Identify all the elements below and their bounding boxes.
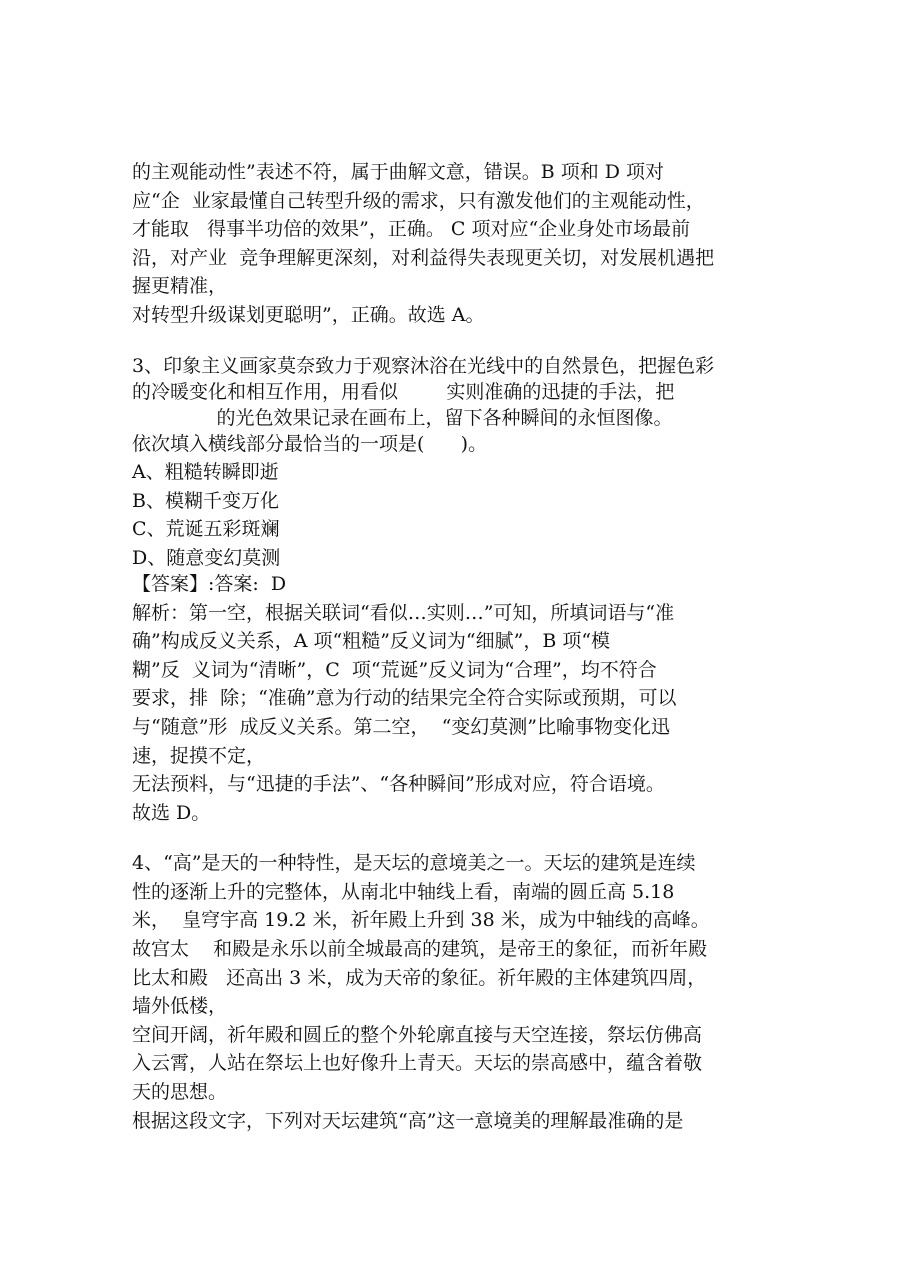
text-line: 对转型升级谋划更聪明”，正确。故选 A。 — [132, 303, 485, 326]
text-line: 无法预料，与“迅捷的手法”、“各种瞬间”形成对应，符合语境。 — [132, 773, 665, 796]
analysis — [132, 599, 772, 828]
question-4 — [132, 849, 772, 1135]
text-line: 比太和殿 还高出 3 米，成为天帝的象征。祈年殿的主体建筑四周， — [132, 966, 707, 989]
text-line: 沿，对产业 竞争理解更深刻，对利益得失表现更关切，对发展机遇把 — [132, 246, 715, 269]
question-options — [132, 458, 772, 570]
text-line: 握更精准， — [132, 275, 228, 298]
text-line: 故选 D。 — [132, 801, 211, 824]
question-stem — [132, 352, 772, 459]
text-line: 才能取 得事半功倍的效果”，正确。 C 项对应“企业身处市场最前 — [132, 218, 691, 241]
text-line: 要求，排 除；“准确”意为行动的结果完全符合实际或预期，可以 — [132, 687, 677, 710]
text-line: 糊”反 义词为“清晰”，C 项“荒诞”反义词为“合理”，均不符合 — [132, 658, 657, 681]
option-b: B、模糊千变万化 — [132, 489, 279, 512]
text-line: 解析：第一空，根据关联词“看似…实则…”可知，所填词语与“准 — [132, 601, 675, 624]
text-line: 速，捉摸不定， — [132, 744, 266, 767]
question-3 — [132, 352, 772, 828]
text-line: 4、“高”是天的一种特性，是天坛的意境美之一。天坛的建筑是连续 — [132, 852, 696, 875]
text-line: 确”构成反义关系，A 项“粗糙”反义词为“细腻”，B 项“模 — [132, 630, 611, 653]
option-c: C、荒诞五彩斑斓 — [132, 518, 280, 541]
paragraph-explanation — [132, 158, 772, 330]
text-line: 墙外低楼， — [132, 995, 228, 1018]
text-line: 依次填入横线部分最恰当的一项是( )。 — [132, 432, 488, 455]
answer-line: 【答案】:答案: D — [132, 572, 287, 595]
text-line: 入云霄，人站在祭坛上也好像升上青天。天坛的崇高感中，蕴含着敬 — [132, 1052, 703, 1075]
option-d: D、随意变幻莫测 — [132, 546, 281, 569]
text-line: 空间开阔，祈年殿和圆丘的整个外轮廓直接与天空连接，祭坛仿佛高 — [132, 1023, 703, 1046]
text-line: 的冷暖变化和相互作用，用看似 实则准确的迅捷的手法，把 — [132, 380, 675, 403]
spacer — [132, 827, 772, 849]
text-line: 根据这段文字，下列对天坛建筑“高”这一意境美的理解最准确的是 — [132, 1109, 684, 1132]
document-page — [132, 158, 772, 1135]
text-line: 米， 皇穹宇高 19.2 米，祈年殿上升到 38 米，成为中轴线的高峰。 — [132, 909, 710, 932]
text-line: 故宫太 和殿是永乐以前全城最高的建筑，是帝王的象征，而祈年殿 — [132, 938, 708, 961]
spacer — [132, 330, 772, 352]
option-a: A、粗糙转瞬即逝 — [132, 461, 279, 484]
text-line: 与“随意”形 成反义关系。第二空， “变幻莫测”比喻事物变化迅 — [132, 715, 671, 738]
text-line: 3、印象主义画家莫奈致力于观察沐浴在光线中的自然景色，把握色彩 — [132, 354, 715, 377]
text-line: 的主观能动性”表述不符，属于曲解文意，错误。B 项和 D 项对 — [132, 161, 665, 183]
text-line: 天的思想。 — [132, 1081, 228, 1104]
text-line: 应“企 业家最懂自己转型升级的需求，只有激发他们的主观能动性， — [132, 189, 705, 212]
text-line: 的光色效果记录在画布上，留下各种瞬间的永恒图像。 — [132, 406, 673, 429]
text-line: 性的逐渐上升的完整体，从南北中轴线上看，南端的圆丘高 5.18 — [132, 880, 675, 903]
